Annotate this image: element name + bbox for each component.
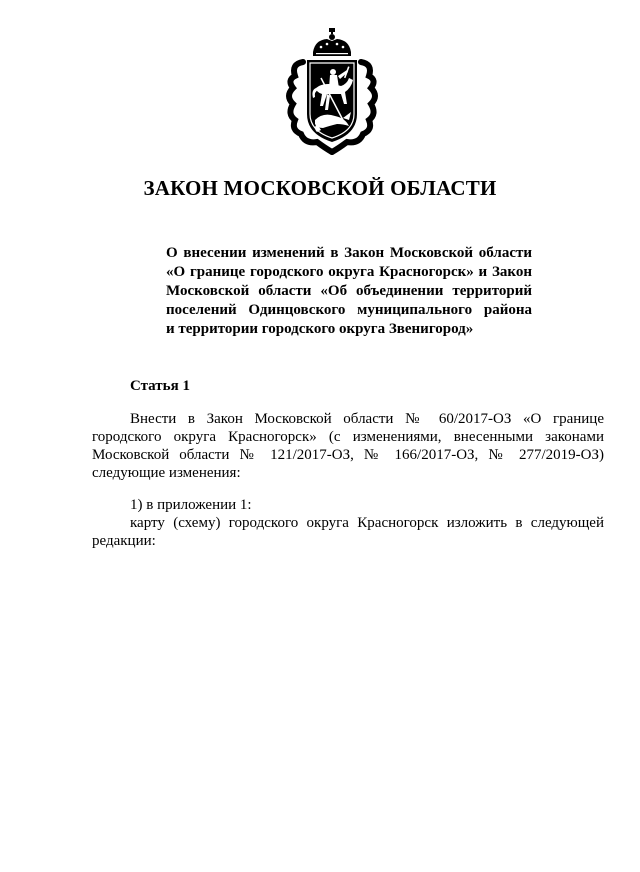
paragraph-line: Московской области № 121/2017-ОЗ, № 166/2017-ОЗ, № 277/2019-ОЗ) [92, 447, 604, 463]
item-line: редакции: [92, 533, 156, 549]
subject-line: «О границе городского округа Красногорск» и Закон [166, 264, 532, 280]
subject-line: поселений Одинцовского муниципального района [166, 302, 532, 318]
moscow-oblast-coat-of-arms-icon [283, 28, 381, 156]
paragraph-line: городского округа Красногорск» (с изменениями, внесенными законами [92, 429, 604, 445]
subject-line: и территории городского округа Звенигород» [166, 321, 474, 337]
document-title: ЗАКОН МОСКОВСКОЙ ОБЛАСТИ [143, 176, 497, 200]
law-subject [166, 244, 532, 339]
subject-line: Московской области «Об объединении территорий [166, 283, 532, 299]
paragraph-line: Внести в Закон Московской области № 60/2017-ОЗ «О границе [130, 411, 604, 427]
item-line: 1) в приложении 1: [130, 497, 252, 513]
article-paragraph [92, 410, 604, 482]
article-heading: Статья 1 [130, 378, 190, 394]
article-item [92, 496, 604, 550]
paragraph-line: следующие изменения: [92, 465, 241, 481]
subject-line: О внесении изменений в Закон Московской области [166, 245, 532, 261]
item-line: карту (схему) городского округа Красногорск изложить в следующей [130, 515, 604, 531]
